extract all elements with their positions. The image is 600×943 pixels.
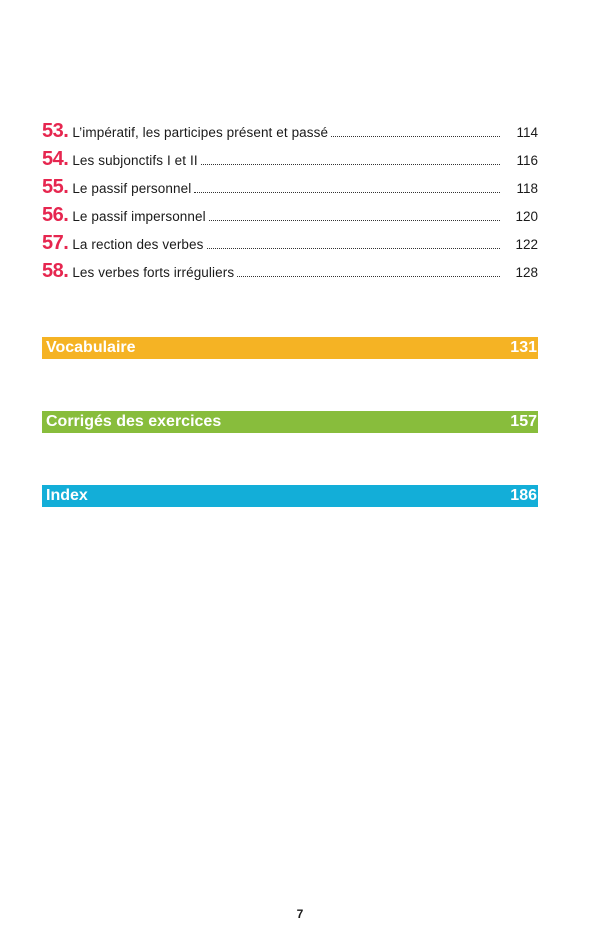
dot-leader [207, 248, 501, 249]
entry-number: 53. [42, 120, 69, 142]
section-page: 186 [510, 487, 537, 504]
section-label: Corrigés des exercices [46, 413, 222, 430]
toc-entry[interactable] [42, 120, 538, 148]
dot-leader [331, 136, 500, 137]
dot-leader [194, 192, 500, 193]
entry-number: 56. [42, 204, 69, 226]
entry-page: 122 [515, 237, 538, 252]
section-label: Vocabulaire [46, 339, 136, 356]
page-number: 7 [296, 907, 304, 921]
entry-title: La rection des verbes [72, 237, 204, 252]
table-of-contents [42, 120, 538, 288]
entry-page: 114 [516, 125, 538, 140]
entry-title: Les verbes forts irréguliers [72, 265, 235, 280]
section-page: 131 [510, 339, 537, 356]
entry-number: 58. [42, 260, 69, 282]
entry-page: 120 [515, 209, 538, 224]
entry-page: 128 [515, 265, 538, 280]
entry-title: Le passif personnel [72, 181, 192, 196]
entry-number: 57. [42, 232, 69, 254]
entry-number: 55. [42, 176, 69, 198]
entry-page: 116 [516, 153, 538, 168]
entry-page: 118 [516, 181, 538, 196]
toc-entry[interactable] [42, 232, 538, 260]
entry-title: L’impératif, les participes présent et passé [72, 125, 329, 140]
section-vocabulaire[interactable] [42, 337, 538, 359]
entry-title: Le passif impersonnel [72, 209, 206, 224]
dot-leader [201, 164, 500, 165]
entry-number: 54. [42, 148, 69, 170]
entry-title: Les subjonctifs I et II [72, 153, 198, 168]
toc-entry[interactable] [42, 148, 538, 176]
dot-leader [209, 220, 500, 221]
toc-entry[interactable] [42, 176, 538, 204]
section-label: Index [46, 487, 88, 504]
toc-entry[interactable] [42, 260, 538, 288]
section-index[interactable] [42, 485, 538, 507]
section-page: 157 [510, 413, 537, 430]
toc-entry[interactable] [42, 204, 538, 232]
section-corriges[interactable] [42, 411, 538, 433]
dot-leader [237, 276, 500, 277]
